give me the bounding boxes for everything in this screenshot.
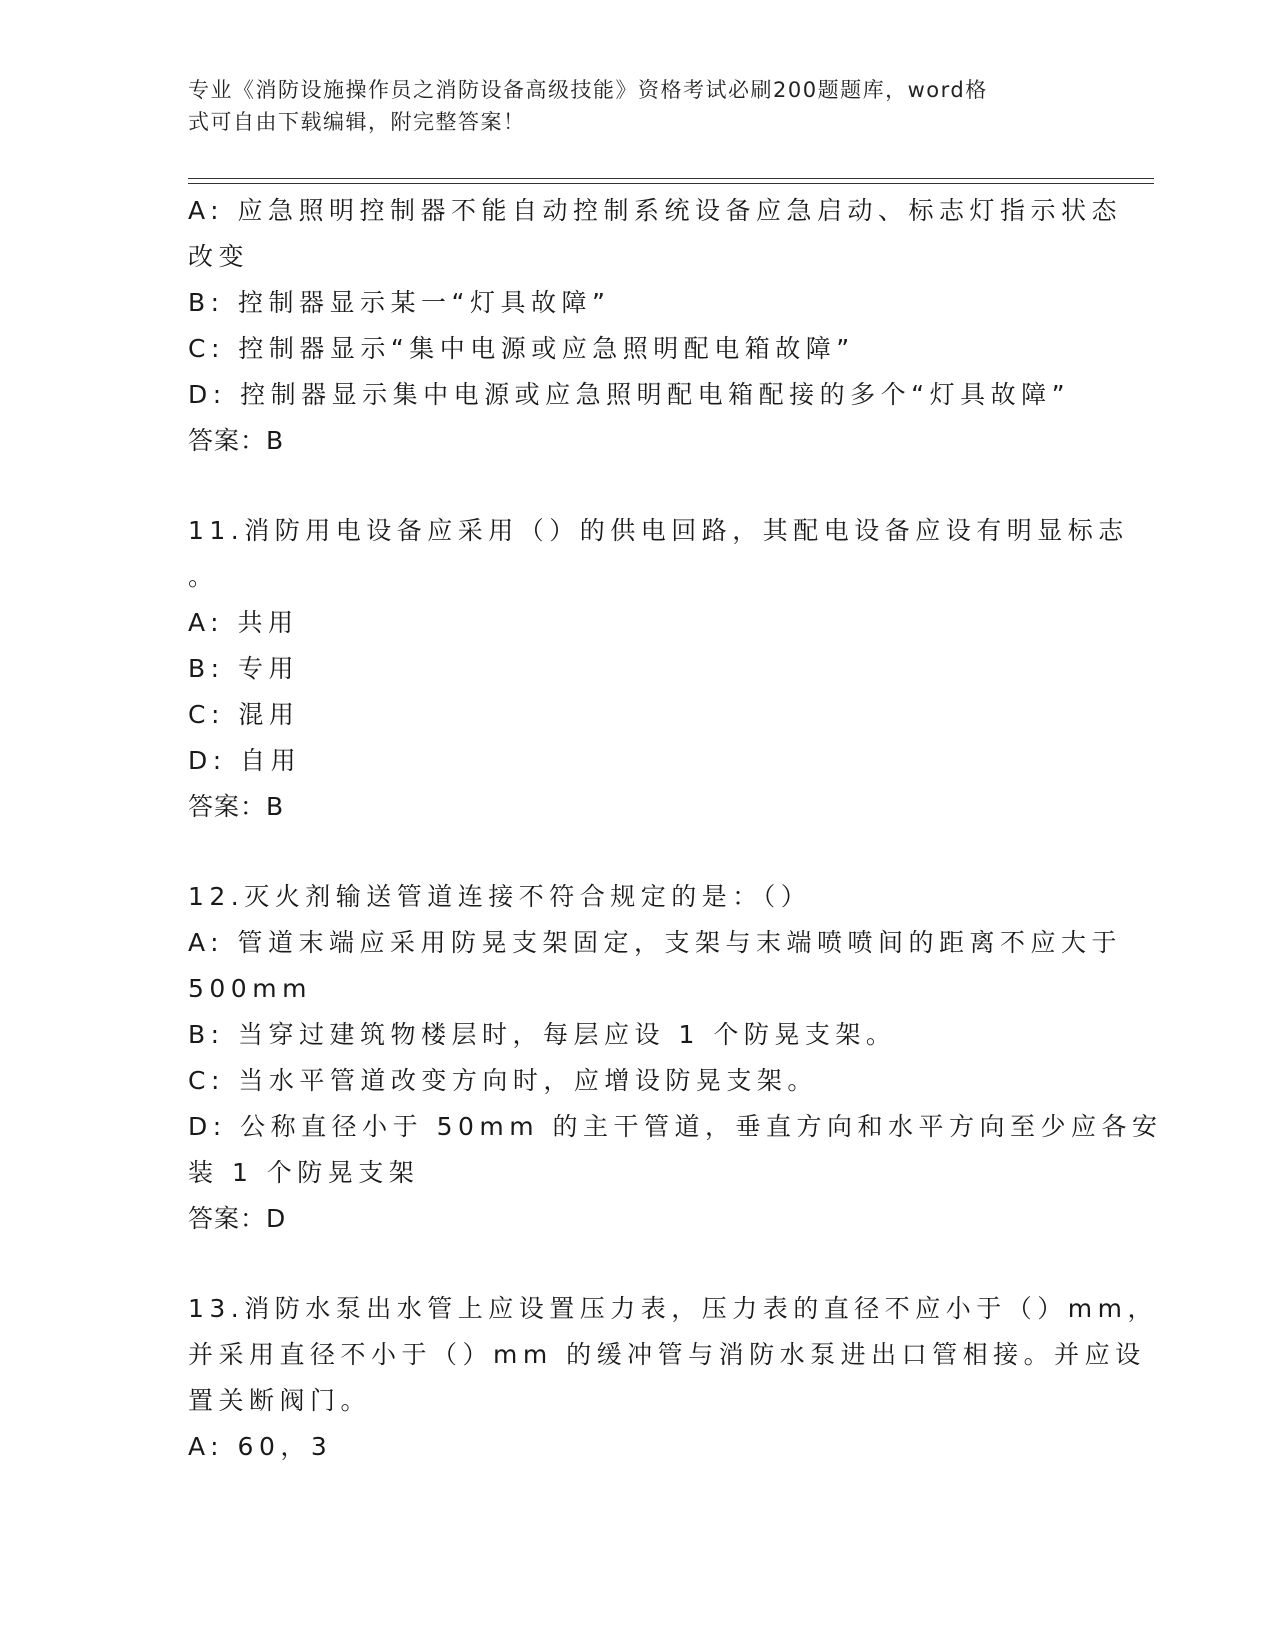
question-spacer <box>188 464 1088 508</box>
question-stem-line-1: 13.消防水泵出水管上应设置压力表，压力表的直径不应小于（）mm， <box>188 1294 1158 1323</box>
question-11 <box>188 508 1129 830</box>
question-12 <box>188 874 1163 1242</box>
option-a-line-2: 改变 <box>188 242 250 271</box>
header-rule-top <box>188 178 1154 179</box>
option-b: B: 专用 <box>188 654 300 683</box>
question-list <box>188 188 1163 1470</box>
question-stem-line-2: 并采用直径不小于（）mm 的缓冲管与消防水泵进出口管相接。并应设 <box>188 1340 1146 1369</box>
option-a-line-1: A: 应急照明控制器不能自动控制系统设备应急启动、标志灯指示状态 <box>188 196 1123 225</box>
question-spacer <box>188 1242 1088 1286</box>
option-b: B: 当穿过建筑物楼层时，每层应设 1 个防晃支架。 <box>188 1020 897 1049</box>
option-c: C: 当水平管道改变方向时，应增设防晃支架。 <box>188 1066 818 1095</box>
option-d-line-2: 装 1 个防晃支架 <box>188 1158 420 1187</box>
question-stem-line-1: 11.消防用电设备应采用（）的供电回路，其配电设备应设有明显标志 <box>188 516 1129 545</box>
question-spacer <box>188 830 1088 874</box>
option-c: C: 混用 <box>188 700 300 729</box>
header-rule-bottom <box>188 183 1154 184</box>
option-a-line-2: 500mm <box>188 974 312 1003</box>
option-d-line-1: D: 公称直径小于 50mm 的主干管道，垂直方向和水平方向至少应各安 <box>188 1112 1163 1141</box>
answer: 答案：B <box>188 792 285 821</box>
option-a-line-1: A: 管道末端应采用防晃支架固定，支架与末端喷喷间的距离不应大于 <box>188 928 1123 957</box>
question-10 <box>188 188 1123 464</box>
document-header <box>188 74 1068 138</box>
question-13 <box>188 1286 1158 1470</box>
question-stem: 12.灭火剂输送管道连接不符合规定的是：（） <box>188 882 812 911</box>
header-line-2: 式可自由下载编辑，附完整答案！ <box>188 110 526 134</box>
answer: 答案：B <box>188 426 285 455</box>
question-stem-line-3: 置关断阀门。 <box>188 1386 372 1415</box>
option-a: A: 60，3 <box>188 1432 333 1461</box>
question-stem-line-2: 。 <box>188 562 219 591</box>
option-d: D: 控制器显示集中电源或应急照明配电箱配接的多个“灯具故障” <box>188 380 1071 409</box>
answer: 答案：D <box>188 1204 287 1233</box>
option-a: A: 共用 <box>188 608 299 637</box>
option-d: D: 自用 <box>188 746 302 775</box>
header-line-1: 专业《消防设施操作员之消防设备高级技能》资格考试必刷200题题库，word格 <box>188 78 988 102</box>
option-b: B: 控制器显示某一“灯具故障” <box>188 288 611 317</box>
option-c: C: 控制器显示“集中电源或应急照明配电箱故障” <box>188 334 855 363</box>
